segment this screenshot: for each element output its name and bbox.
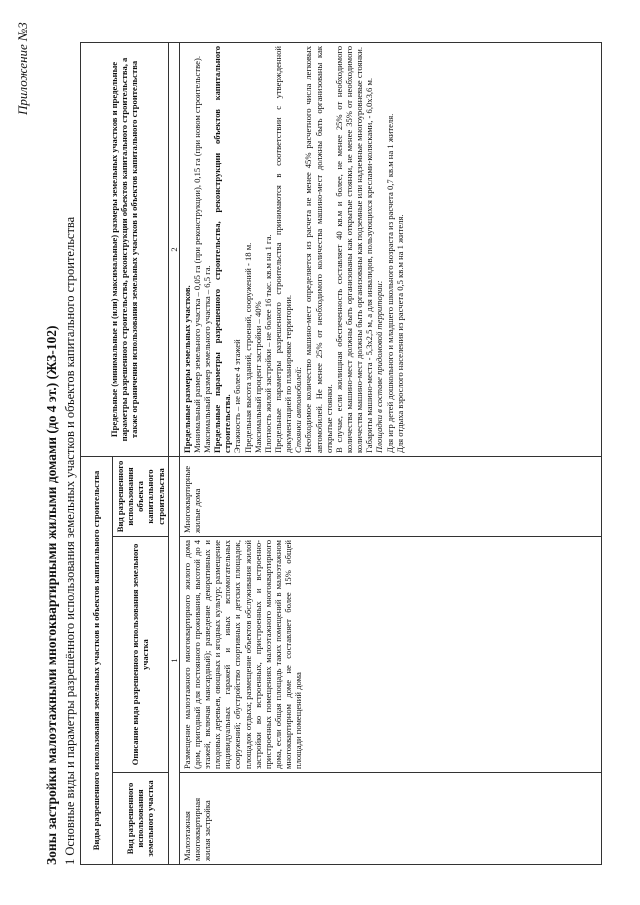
annex-label: Приложение №3: [15, 22, 30, 115]
parameters-cell: [179, 42, 601, 456]
parameter-paragraph: Площадки в составе придомовой территории:: [374, 280, 385, 453]
parameter-paragraph: Стоянки автомобилей:: [293, 366, 304, 453]
parameter-paragraph: Этажность – не более 4 этажей: [232, 339, 243, 453]
parameter-paragraph: Габариты машино-места - 5,3х2,5 м, а для инвалидов, пользующихся креслами-колясками, - 6,0х3,6 м.: [364, 77, 375, 453]
table-header-row: [81, 42, 113, 864]
group-header: Виды разрешенного использования земельных участков и объектов капитального строительства: [81, 456, 113, 864]
parameter-paragraph: Предельные параметры разрешенного строительства, реконструкции объектов капитального строительства.: [212, 45, 233, 453]
col4-header: Предельные (минимальные и (или) максимальные) размеры земельных участков и предельные параметры разрешенного строительства, реконструкции объектов капитального строительства, а также ограничения использования земельных участков и объектов капитального строительства: [81, 42, 169, 456]
parameter-paragraph: Для игр детей дошкольного и младшего школьного возраста из расчета 0,7 кв.м на 1 жителя.: [384, 113, 395, 453]
parameter-paragraph: В случае, если жилищная обеспеченность составляет 40 кв.м и более, не менее 25% от необходимого количества машино-мест должны быть организованы как открытые стоянки, не менее 35% от необходимого количества машино-мест должны быть организованы как подземные или надземные многоуровневые стоянки.: [333, 45, 365, 453]
parameter-paragraph: Плотность жилой застройки – не более 16 тыс. кв.м на 1 га.: [262, 234, 273, 453]
regulations-table: [80, 42, 602, 865]
table-row: [179, 42, 601, 864]
column-number-2: 2: [168, 42, 179, 456]
parameter-paragraph: Минимальный размер земельного участка – 0,05 га (при реконструкции), 0,15 га (при новом строительстве).: [191, 56, 202, 453]
parameter-paragraph: Предельные размеры земельных участков.: [181, 285, 192, 453]
page-subtitle: 1 Основные виды и параметры разрешённого использования земельных участков и объектов капитального строительства: [63, 216, 77, 865]
land-use-type: Малоэтажная многоквартирная жилая застройка: [179, 773, 601, 865]
col2-header: Описание вида разрешенного использования земельного участка: [113, 537, 169, 773]
object-use-type: Многоквартирные жилые дома: [179, 456, 601, 536]
parameter-paragraph: Предельные параметры разрешенного строительства принимаются в соответствии с утвержденной документацией по планировке территории.: [272, 45, 294, 453]
table-number-row: [168, 42, 179, 864]
col3-header: Вид разрешенного использования объекта капитального строительства: [113, 456, 169, 536]
parameter-paragraph: Для отдыха взрослого населения из расчета 0,5 кв.м на 1 жителя.: [394, 214, 405, 453]
parameter-paragraph: Максимальный процент застройки – 40%: [252, 301, 263, 453]
parameter-paragraph: Максимальный размер земельного участка – 6,5 га.: [202, 265, 212, 453]
page-title: Зоны застройки малоэтажными многоквартирными жилыми домами (до 4 эт.) (ЖЗ-102): [44, 325, 59, 865]
parameter-paragraph: Необходимое количество машино-мест определяется из расчета не менее 45% расчетного числа легковых автомобилей. Не менее 25% от необходимого количества машино-мест должны быть организованы как открытые стоянки.: [303, 45, 334, 453]
land-use-description: Размещение малоэтажного многоквартирного жилого дома (дом, пригодный для постоянного проживания, высотой до 4 этажей, включая мансардный); разведение декоративных и плодовых деревьев, овощных и ягодных культур; размещение индивидуальных гаражей и иных вспомогательных сооружений; обустройство спортивных и детских площадок, площадок отдыха; размещение объектов обслуживания жилой застройки во встроенных, пристроенных и встроенно-пристроенных помещениях малоэтажного многоквартирного дома, если общая площадь таких помещений в малоэтажном многоквартирном доме не составляет более 15% общей площади помещений дома: [179, 537, 601, 773]
parameter-paragraph: Предельная высота зданий, строений, сооружений - 18 м.: [242, 242, 253, 453]
col1-header: Вид разрешенного использования земельного участка: [113, 773, 169, 865]
column-number-1: 1: [168, 456, 179, 864]
